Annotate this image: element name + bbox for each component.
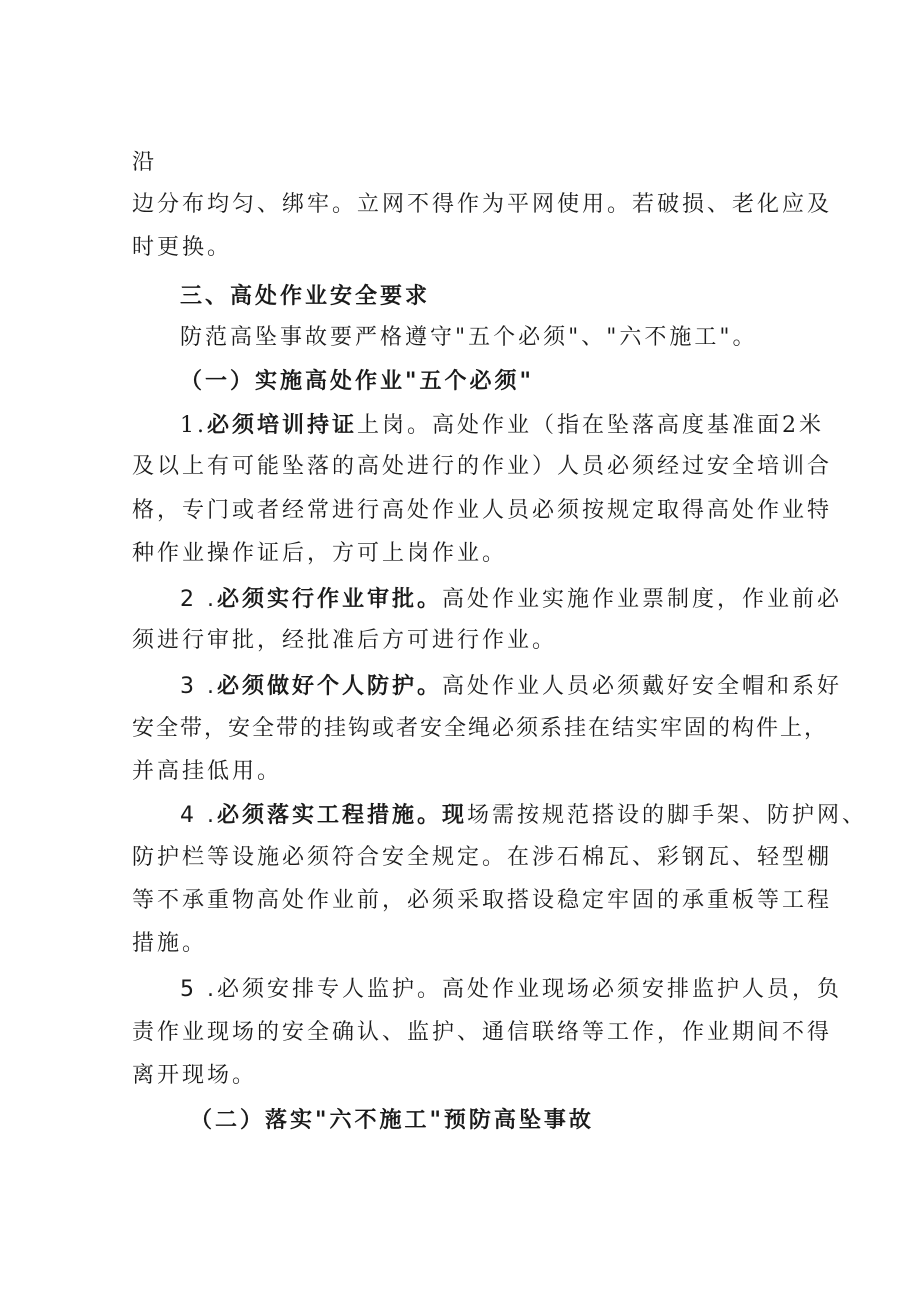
item-3-title: 必须做好个人防护。 (216, 673, 442, 699)
item-3-line-3: 并高挂低用。 (132, 759, 283, 784)
item-3-first-line (180, 671, 842, 702)
item-1-line-4: 种作业操作证后，方可上岗作业。 (132, 541, 508, 566)
item-1-first-line (180, 410, 824, 441)
item-4-line-4: 措施。 (132, 931, 208, 956)
item-3-text: 高处作业人员必须戴好安全帽和系好 (442, 674, 843, 699)
item-1-line-2: 及以上有可能坠落的高处进行的作业）人员必须经过安全培训合 (132, 454, 833, 479)
item-1-line-3: 格，专门或者经常进行高处作业人员必须按规定取得高处作业特 (132, 498, 833, 523)
item-5-first-line (180, 975, 842, 1005)
item-1-number: 1. (180, 413, 207, 438)
item-1-text: 上岗。高处作业（指在坠落高度基准面2米 (357, 413, 825, 438)
item-1-title: 必须培训持证 (207, 412, 358, 438)
item-3-number: 3 . (180, 674, 217, 699)
item-4-line-3: 等不承重物高处作业前，必须采取搭设稳定牢固的承重板等工程 (132, 888, 833, 913)
subsection-heading-2: （二）落实"六不施工"预防高坠事故 (190, 1107, 594, 1133)
item-5-line-3: 离开现场。 (132, 1063, 258, 1088)
continuation-line-3: 时更换。 (132, 235, 233, 260)
item-3-line-2: 安全带，安全带的挂钩或者安全绳必须系挂在结实牢固的构件上， (132, 716, 829, 741)
subsection-heading-1: （一）实施高处作业"五个必须" (180, 368, 534, 394)
item-4-text: 场需按规范搭设的脚手架、防护网、 (467, 803, 868, 828)
item-4-title: 必须落实工程措施。现 (216, 802, 467, 828)
item-5-line-2: 责作业现场的安全确认、监护、通信联络等工作，作业期间不得 (132, 1020, 833, 1045)
continuation-line-1: 沿 (132, 150, 158, 175)
item-5-number: 5 . (180, 977, 217, 1002)
item-2-number: 2 . (180, 587, 217, 612)
item-2-line-2: 须进行审批，经批准后方可进行作业。 (132, 628, 558, 653)
continuation-line-2: 边分布均匀、绑牢。立网不得作为平网使用。若破损、老化应及 (132, 192, 833, 217)
item-2-title: 必须实行作业审批。 (216, 586, 442, 612)
item-2-text: 高处作业实施作业票制度，作业前必 (442, 587, 843, 612)
section-heading: 三、高处作业安全要求 (180, 283, 431, 309)
item-5-text: 必须安排专人监护。高处作业现场必须安排监护人员，负 (216, 977, 842, 1002)
item-2-first-line (180, 584, 842, 615)
item-4-first-line (180, 800, 867, 831)
item-4-line-2: 防护栏等设施必须符合安全规定。在涉石棉瓦、彩钢瓦、轻型棚 (132, 845, 833, 870)
item-4-number: 4 . (180, 803, 217, 828)
section-intro: 防范高坠事故要严格遵守"五个必须"、"六不施工"。 (180, 325, 758, 350)
